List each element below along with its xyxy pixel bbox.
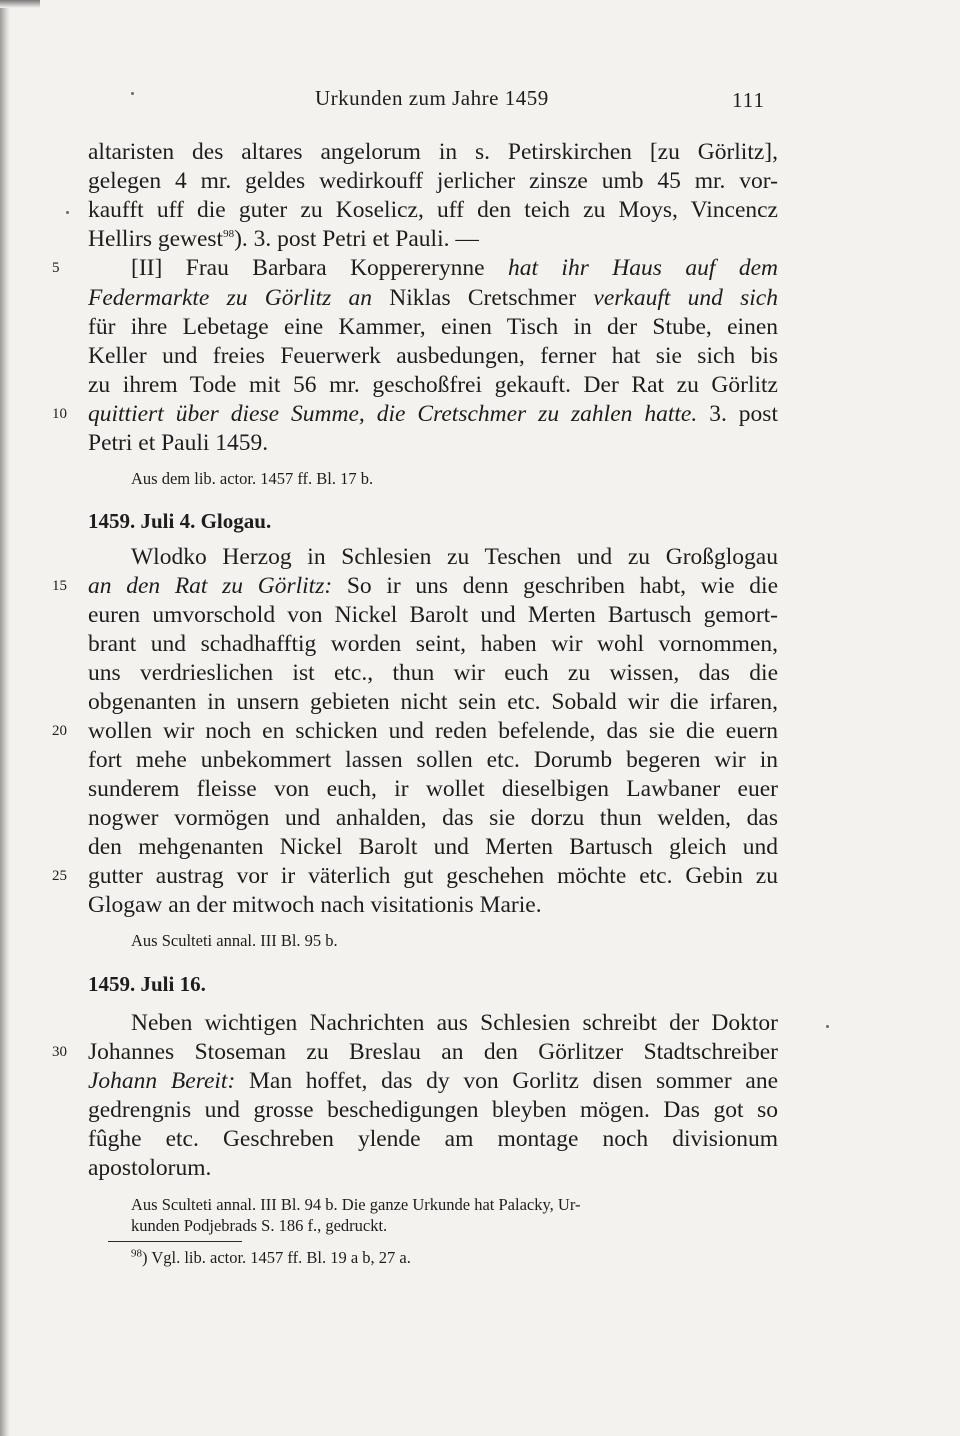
line-number: 25 <box>52 868 67 884</box>
text-line <box>88 284 778 313</box>
text-line: zu ihrem Tode mit 56 mr. geschoßfrei gekauft. Der Rat zu Görlitz <box>88 372 778 398</box>
text-line: apostolorum. <box>88 1155 212 1181</box>
entry-heading: 1459. Juli 4. Glogau. <box>88 509 272 533</box>
running-head <box>0 86 960 116</box>
text-span: So ir uns denn geschriben habt, wie die <box>332 573 778 599</box>
text-line: Johannes Stoseman zu Breslau an den Görlitzer Stadtschreiber <box>88 1039 778 1065</box>
text-span: Niklas Cretschmer <box>372 285 594 311</box>
italic-span: hat ihr Haus auf dem <box>507 255 778 281</box>
text-line: für ihre Lebetage eine Kammer, einen Tisch in der Stube, einen <box>88 314 778 340</box>
source-note: Aus Sculteti annal. III Bl. 95 b. <box>131 931 338 950</box>
text-line: uns verdrieslichen ist etc., thun wir euch zu wissen, das die <box>88 660 778 686</box>
text-line: obgenanten in unsern gebieten nicht sein etc. Sobald wir die irfaren, <box>88 689 778 715</box>
text-line: den mehgenanten Nickel Barolt und Merten Bartusch gleich und <box>88 834 778 860</box>
text-line: Neben wichtigen Nachrichten aus Schlesien schreibt der Doktor <box>131 1010 778 1036</box>
text-line: altaristen des altares angelorum in s. Petirskirchen [zu Görlitz], <box>88 139 778 165</box>
text-span: ). 3. post Petri et Pauli. — <box>234 226 479 252</box>
line-number: 30 <box>52 1044 67 1060</box>
footnote <box>131 1246 411 1270</box>
text-line: gutter austrag vor ir väterlich gut geschehen möchte etc. Gebin zu <box>88 863 778 889</box>
line-number: 10 <box>52 406 67 422</box>
text-line <box>88 572 778 601</box>
italic-span: quittiert über diese Summe, die Cretschmer zu zahlen hatte. <box>88 401 698 427</box>
text-line: gelegen 4 mr. geldes wedirkouff jerlicher zinsze umb 45 mr. vor- <box>88 168 778 194</box>
text-line <box>88 1067 778 1096</box>
line-number: 15 <box>52 578 67 594</box>
line-number: 5 <box>52 260 60 276</box>
text-line: Keller und freies Feuerwerk ausbedungen, ferner hat sie sich bis <box>88 343 778 369</box>
scan-speck <box>131 92 134 95</box>
italic-span: Federmarkte zu Görlitz an <box>88 285 373 311</box>
footnote-mark: 98 <box>131 1247 142 1260</box>
scan-speck <box>66 211 69 214</box>
source-note: Aus dem lib. actor. 1457 ff. Bl. 17 b. <box>131 469 374 488</box>
page-number: 111 <box>732 88 765 112</box>
text-line: gedrengnis und grosse beschedigungen bleyben mögen. Das got so <box>88 1097 778 1123</box>
source-note: Aus Sculteti annal. III Bl. 94 b. Die ganze Urkunde hat Palacky, Ur- <box>131 1195 581 1214</box>
text-line: sunderem fleisse von euch, ir wollet dieselbigen Lawbaner euer <box>88 776 778 802</box>
text-span: Hellirs gewest <box>88 226 224 252</box>
text-line <box>88 225 778 254</box>
text-line: euren umvorschold von Nickel Barolt und Merten Bartusch gemort- <box>88 602 778 628</box>
scan-speck <box>826 1025 829 1028</box>
line-number: 20 <box>52 723 67 739</box>
text-line: Wlodko Herzog in Schlesien zu Teschen und zu Großglogau <box>131 544 778 570</box>
italic-span: verkauft und sich <box>593 285 778 311</box>
text-span: [II] Frau Barbara Koppererynne <box>131 255 508 281</box>
text-line: fort mehe unbekommert lassen sollen etc. Dorumb begeren wir in <box>88 747 778 773</box>
entry-heading: 1459. Juli 16. <box>88 972 206 996</box>
text-line: brant und schadhafftig worden seint, haben wir wohl vornommen, <box>88 631 778 657</box>
italic-span: Johann Bereit: <box>88 1068 236 1094</box>
text-line: Petri et Pauli 1459. <box>88 430 269 456</box>
text-span: Man hoffet, das dy von Gorlitz disen sommer ane <box>235 1068 778 1094</box>
footnote-rule <box>108 1241 242 1242</box>
text-line <box>88 400 778 429</box>
text-line <box>131 254 778 283</box>
source-note: kunden Podjebrads S. 186 f., gedruckt. <box>131 1216 388 1235</box>
text-line: Glogaw an der mitwoch nach visitationis Marie. <box>88 892 542 918</box>
text-line: fûghe etc. Geschreben ylende am montage noch divisionum <box>88 1126 778 1152</box>
footnote-ref: 98 <box>223 228 235 241</box>
footnote-text: ) Vgl. lib. actor. 1457 ff. Bl. 19 a b, 27 a. <box>142 1248 411 1267</box>
text-line: kaufft uff die guter zu Koselicz, uff den teich zu Moys, Vincencz <box>88 197 778 223</box>
text-span: 3. post <box>697 401 778 427</box>
text-line: nogwer vormögen und anhalden, das sie dorzu thun welden, das <box>88 805 778 831</box>
italic-span: an den Rat zu Görlitz: <box>88 573 333 599</box>
running-title: Urkunden zum Jahre 1459 <box>315 86 549 110</box>
text-line: wollen wir noch en schicken und reden befelende, das sie die euern <box>88 718 778 744</box>
